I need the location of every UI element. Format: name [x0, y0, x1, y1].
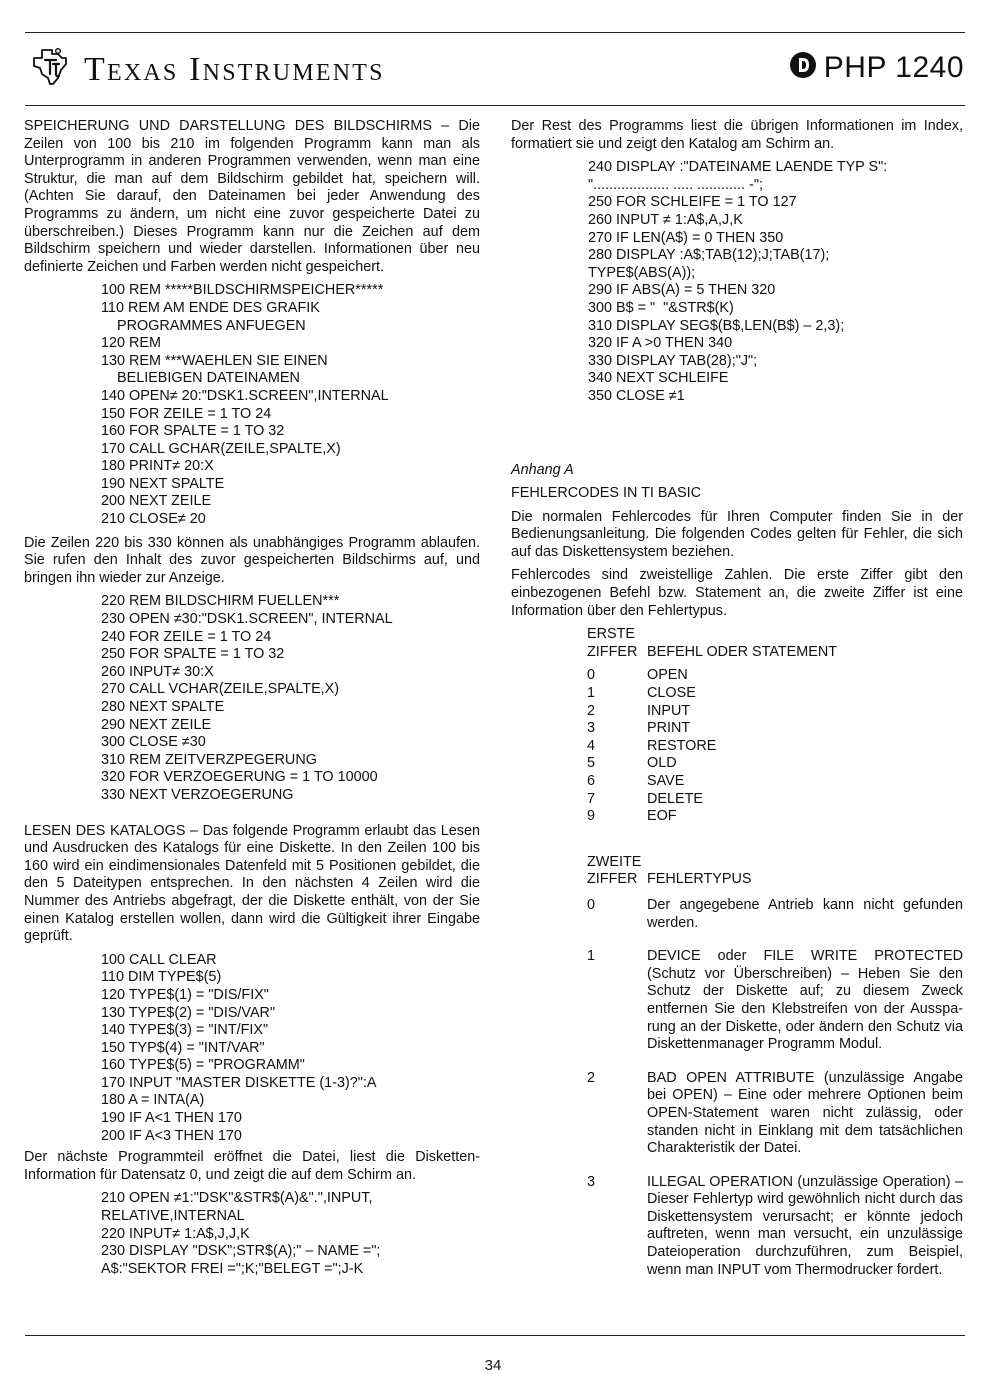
error-type-row: [511, 1174, 963, 1280]
header-rule: [25, 105, 965, 106]
error-type-row: [511, 897, 963, 932]
table-row: [587, 720, 837, 738]
intro-paragraph: SPEICHERUNG UND DARSTELLUNG DES BILDSCHIRMS – Die Zeilen von 100 bis 210 im folgenden Programm kann man als Unterprogramm in anderen Programmen verwenden, wenn man eine Struktur, die man auf dem Bildschirm gebildet hat, speichern will. (Achten Sie darauf, den Dateinamen bei jeder Anwendung des Programms zu ändern, um nicht eine zuvor gespeicherte Datei zu überschreiben.) Dieses Programm kann nur die Zeichen auf dem Bildschirm speichern und wieder darstellen. Informationen über neu definierte Zeichen und Farben werden nicht gespeichert.: [24, 118, 480, 275]
table-cell: OLD: [647, 755, 677, 772]
table-header: FEHLERTYPUS: [647, 871, 752, 888]
error-type-row: [511, 948, 963, 1054]
top-rule: [25, 32, 965, 33]
table-cell: 7: [587, 790, 596, 807]
paragraph-read-catalog: LESEN DES KATALOGS – Das folgende Programm erlaubt das Lesen und Ausdrucken des Katalogs für eine Diskette. In den Zeilen 100 bis 160 wird ein eindimensionales Datenfeld mit 5 Positionen gebildet, die den 5 Dateitypen entsprechen. In den nächsten 4 Zeilen wird die Nummer des Antriebs abgefragt, der die Diskette enthält, von der Sie einen Katalog erstellen wollen, dann wird die Gültigkeit ihrer Eingabe geprüft.: [24, 822, 480, 945]
error-type-code: 3: [587, 1173, 596, 1190]
paragraph-rest-of-program: Der Rest des Programms liest die übrigen Informationen im Index, formatiert sie und zeigt den Katalog am Schirm an.: [511, 118, 963, 152]
table-row: [587, 685, 837, 703]
code-listing-fill-screen: 220 REM BILDSCHIRM FUELLEN*** 230 OPEN ≠30:"DSK1.SCREEN", INTERNAL 240 FOR ZEILE = 1 TO 24 250 FOR SPALTE = 1 TO 32 260 INPUT≠ 30:X 270 CALL VCHAR(ZEILE,SPALTE,X) 280 NEXT SPALTE 290 NEXT ZEILE 300 CLOSE ≠30 310 REM ZEITVERZPEGERUNG 320 FOR VERZOEGERUNG = 1 TO 10000 330 NEXT VERZOEGERUNG: [101, 593, 393, 803]
page-number: 34: [484, 1357, 502, 1374]
table-cell: PRINT: [647, 720, 691, 737]
error-type-text: DEVICE oder FILE WRITE PROTECTED (Schutz vor Überschreiben) – Heben Sie den Schutz der Diskette auf; zu diesem Zweck entfernen Sie den Klebstreifen von der Aussparung an der Diskette, oder ändern den Schutz via Diskettenmanager Programm Modul.: [647, 948, 963, 1053]
error-type-text: BAD OPEN ATTRIBUTE (unzulässige Angabe bei OPEN) – Eine oder mehrere Optionen beim OPEN-Statement waren nicht zulässig, oder standen nicht in Einklang mit dem tatsächlichen Charakteristik der Datei.: [647, 1069, 963, 1157]
table-cell: SAVE: [647, 773, 685, 789]
code-listing-display-catalog: 240 DISPLAY :"DATEINAME LAENDE TYP S": "................... ..... ............ -"; 250 FOR SCHLEIFE = 1 TO 127 260 INPUT ≠ 1:A$,A,J,K 270 IF LEN(A$) = 0 THEN 350 280 DISPLAY :A$;TAB(12);J;TAB(17); TYPE$(ABS(A)); 290 IF ABS(A) = 5 THEN 320 300 B$ = " "&STR$(K) 310 DISPLAY SEG$(B$,LEN(B$) – 2,3); 320 IF A >0 THEN 340 330 DISPLAY TAB(28);"J"; 340 NEXT SCHLEIFE 350 CLOSE ≠1: [588, 159, 888, 404]
paragraph-restore-screen: Die Zeilen 220 bis 330 können als unabhängiges Programm ablaufen. Sie rufen den Inhalt des zuvor gespeicherten Bildschirms auf, und bringen ihn wieder zur Anzeige.: [24, 534, 480, 586]
table-cell: 5: [587, 755, 596, 772]
error-type-code: 1: [587, 948, 596, 965]
footer-rule: [25, 1335, 965, 1336]
table-cell: 1: [587, 685, 596, 702]
second-digit-table-header: [587, 854, 752, 889]
error-type-code: 0: [587, 896, 596, 913]
error-type-text: Der angegebene Antrieb kann nicht gefunden werden.: [647, 896, 963, 931]
paragraph-open-file: Der nächste Programmteil eröffnet die Datei, liest die Disketten-Information für Datensatz 0, und zeigt die auf dem Schirm an.: [24, 1149, 480, 1183]
table-cell: CLOSE: [647, 685, 696, 702]
table-cell: OPEN: [647, 667, 688, 684]
paragraph-error-code-format: Fehlercodes sind zweistellige Zahlen. Die erste Ziffer gibt den einbezogenen Befehl bzw. Statement an, die zweite Ziffer ist eine Information über den Fehlertypus.: [511, 567, 963, 619]
table-row: [587, 738, 837, 756]
table-row: [587, 703, 837, 721]
paragraph-error-codes-intro: Die normalen Fehlercodes für Ihren Computer finden Sie in der Bedienungsanleitung. Die folgenden Codes gelten für Fehler, die sich auf das Diskettensystem beziehen.: [511, 508, 963, 560]
code-listing-catalog-setup: 100 CALL CLEAR 110 DIM TYPE$(5) 120 TYPE$(1) = "DIS/FIX" 130 TYPE$(2) = "DIS/VAR" 140 TYPE$(3) = "INT/FIX" 150 TYP$(4) = "INT/VAR" 160 TYPE$(5) = "PROGRAMM" 170 INPUT "MASTER DISKETTE (1-3)?":A 180 A = INTA(A) 190 IF A<1 THEN 170 200 IF A<3 THEN 170: [101, 951, 377, 1144]
appendix-label: Anhang A: [511, 461, 574, 478]
table-cell: 9: [587, 808, 596, 825]
document-id: [788, 48, 964, 88]
appendix-title: FEHLERCODES IN TI BASIC: [511, 485, 702, 502]
code-listing-open-file: 210 OPEN ≠1:"DSK"&STR$(A)&".",INPUT, RELATIVE,INTERNAL 220 INPUT≠ 1:A$,J,J,K 230 DISPLAY "DSK";STR$(A);" – NAME ="; A$:"SEKTOR FREI =";K;"BELEGT =";J-K: [101, 1190, 381, 1277]
table-header: ZWEITE: [587, 853, 642, 870]
table-header: BEFEHL ODER STATEMENT: [647, 643, 838, 660]
table-row: [587, 808, 837, 826]
table-cell: RESTORE: [647, 737, 717, 754]
table-cell: 2: [587, 702, 596, 719]
table-row: [587, 773, 837, 791]
texas-instruments-logo-icon: [28, 44, 72, 88]
table-cell: 3: [587, 720, 596, 737]
table-header: ERSTE: [587, 626, 635, 643]
table-row: [587, 791, 837, 809]
brand-name: Texas Instruments: [84, 51, 385, 88]
table-cell: 6: [587, 773, 596, 789]
table-cell: INPUT: [647, 702, 691, 719]
table-cell: DELETE: [647, 790, 703, 807]
doc-id-text: PHP 1240: [823, 51, 964, 84]
table-row: [587, 755, 837, 773]
code-listing-save-screen: 100 REM *****BILDSCHIRMSPEICHER***** 110 REM AM ENDE DES GRAFIK PROGRAMMES ANFUEGEN 120 REM 130 REM ***WAEHLEN SIE EINEN BELIEBIGEN DATEINAMEN 140 OPEN≠ 20:"DSK1.SCREEN",INTERNAL 150 FOR ZEILE = 1 TO 24 160 FOR SPALTE = 1 TO 32 170 CALL GCHAR(ZEILE,SPALTE,X) 180 PRINT≠ 20:X 190 NEXT SPALTE 200 NEXT ZEILE 210 CLOSE≠ 20: [101, 282, 389, 528]
table-row: [587, 667, 837, 685]
error-type-text: ILLEGAL OPERATION (unzulässige Operation) – Dieser Fehlertyp wird gewöhnlich nicht durch das Diskettensystem verursacht; er könnte jedoch auftreten, wenn man versucht, ein unzulässige Dateioperation durchzuführen, zum Beispiel, wenn man INPUT vom Thermodrucker fordert.: [647, 1173, 963, 1278]
table-cell: EOF: [647, 808, 677, 825]
error-type-code: 2: [587, 1069, 596, 1086]
first-digit-table: [587, 626, 837, 826]
left-column: [24, 118, 480, 1278]
error-type-row: [511, 1070, 963, 1158]
right-column: [511, 118, 963, 1279]
table-cell: 4: [587, 737, 596, 754]
table-cell: 0: [587, 667, 596, 684]
table-header: ZIFFER: [587, 871, 638, 888]
d-logo-icon: [788, 50, 818, 80]
table-header: ZIFFER: [587, 643, 638, 660]
